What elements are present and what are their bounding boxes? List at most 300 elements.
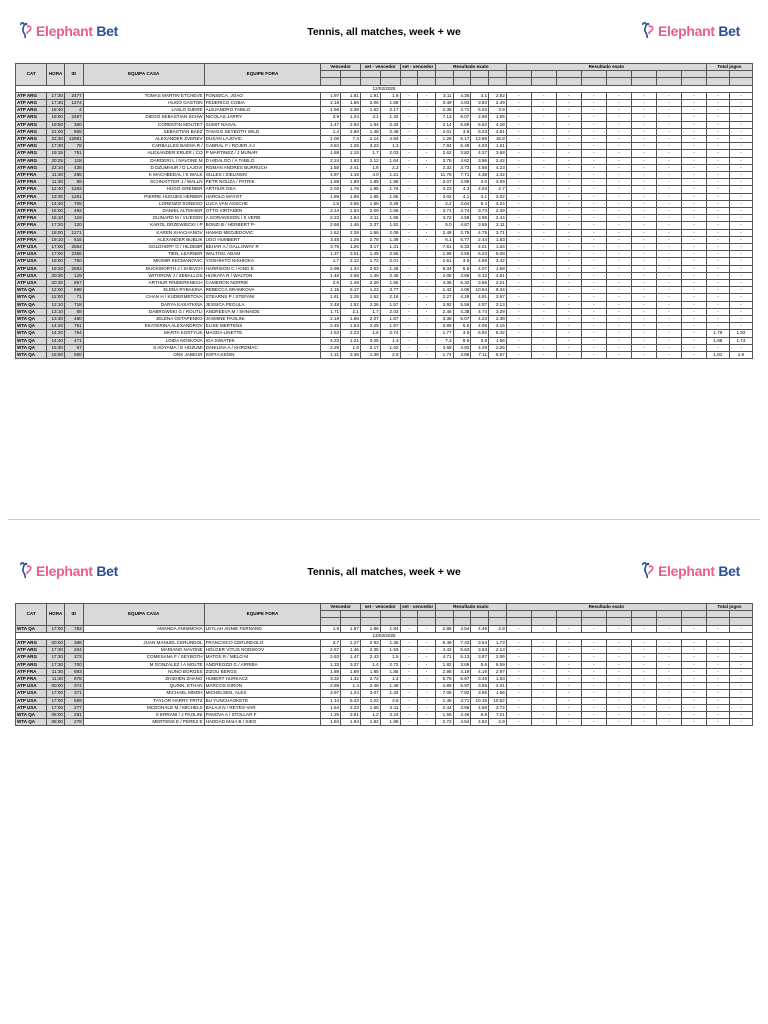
cell-value: -	[556, 92, 581, 99]
cell-hora: 19:00	[47, 258, 65, 265]
cell-value: -	[506, 344, 531, 351]
cell-value: -	[556, 676, 581, 683]
cell-value: -	[656, 316, 681, 323]
cell-value: -	[556, 719, 581, 726]
cell-id: 281	[64, 712, 83, 719]
cell-hora: 22:30	[47, 136, 65, 143]
cell-value: -	[531, 215, 556, 222]
cell-value: -	[581, 99, 606, 106]
cell-res-2: 3.73	[453, 164, 471, 171]
cell-value: -	[706, 179, 729, 186]
cell-hora: 17:30	[47, 143, 65, 150]
date-separator: 13/02/2025	[16, 632, 753, 639]
cell-value: -	[656, 107, 681, 114]
cell-value: -	[681, 186, 706, 193]
cell-set2-1: -	[400, 704, 418, 711]
cell-res-3: 4.74	[471, 308, 489, 315]
cell-vencedor-2: 1.27	[341, 639, 361, 646]
cell-equipa-casa: KAROL DRZEWIECKI / P	[83, 222, 204, 229]
cell-vencedor-2: 1.94	[341, 719, 361, 726]
cell-vencedor-2: 1.48	[341, 280, 361, 287]
cell-set2-1: -	[400, 661, 418, 668]
cell-value: -	[706, 92, 729, 99]
cell-value: -	[606, 294, 631, 301]
table-row	[16, 330, 753, 337]
cell-value: -	[531, 323, 556, 330]
header-subcell	[631, 78, 656, 85]
cell-value: -	[531, 265, 556, 272]
logo-word-1: Elephant	[658, 563, 715, 579]
cell-value: -	[531, 719, 556, 726]
cell-value: -	[729, 215, 752, 222]
cell-vencedor-2: 5.43	[341, 697, 361, 704]
table-row	[16, 164, 753, 171]
cell-vencedor-1: 1.84	[321, 719, 341, 726]
cell-value: -	[556, 143, 581, 150]
cell-cat: ATP ARG	[16, 107, 47, 114]
cell-set-2: 1.32	[380, 114, 400, 121]
cell-value: -	[506, 121, 531, 128]
cell-value: -	[656, 308, 681, 315]
header-subcell	[656, 78, 681, 85]
header-subcell	[631, 611, 656, 618]
cell-set-2: 1.85	[380, 193, 400, 200]
cell-value: -	[556, 316, 581, 323]
cell-value: -	[556, 337, 581, 344]
cell-id: 119	[64, 215, 83, 222]
cell-res-1: 1.95	[435, 251, 453, 258]
cell-cat: ATP ARG	[16, 150, 47, 157]
cell-value: -	[729, 157, 752, 164]
cell-set-2: 1.86	[380, 179, 400, 186]
cell-res-1: 1.42	[435, 287, 453, 294]
cell-value: -	[656, 172, 681, 179]
cell-value: -	[729, 172, 752, 179]
cell-value: -	[706, 647, 729, 654]
cell-res-4: 2.26	[489, 344, 507, 351]
cell-cat: ATP FRA	[16, 215, 47, 222]
cell-equipa-casa: DARDERI L / NAVONE M	[83, 157, 204, 164]
cell-res-2: 6.67	[453, 676, 471, 683]
cell-vencedor-2: 1.29	[341, 236, 361, 243]
cell-res-2: 4.19	[453, 668, 471, 675]
table-row	[16, 719, 753, 726]
cell-value: -	[581, 236, 606, 243]
cell-vencedor-2: 3.36	[341, 352, 361, 359]
cell-id: 1263	[64, 186, 83, 193]
cell-set2-2: -	[418, 200, 436, 207]
cell-value: -	[681, 330, 706, 337]
cell-value: -	[531, 150, 556, 157]
cell-value: -	[631, 186, 656, 193]
cell-res-4: 1.56	[489, 337, 507, 344]
cell-set-2: 1.89	[380, 719, 400, 726]
header-subcell	[489, 78, 507, 85]
cell-value: -	[631, 172, 656, 179]
cell-value: -	[531, 294, 556, 301]
cell-res-4: 6.59	[489, 661, 507, 668]
cell-equipa-casa: DANIEL ALTMAIER	[83, 208, 204, 215]
cell-cat: ATP USA	[16, 690, 47, 697]
cell-value: -	[706, 294, 729, 301]
cell-res-2: 4.92	[453, 344, 471, 351]
cell-value: -	[631, 208, 656, 215]
cell-value: -	[556, 200, 581, 207]
header-subcell	[656, 611, 681, 618]
cell-equipe-fora: JESSICA PEGULA	[204, 301, 321, 308]
cell-res-1: 1.74	[435, 352, 453, 359]
cell-res-2: 3.71	[453, 107, 471, 114]
cell-equipa-casa: LASLO DJERE	[83, 107, 204, 114]
cell-value: -	[656, 330, 681, 337]
table-row	[16, 661, 753, 668]
cell-value: -	[506, 222, 531, 229]
cell-value: -	[506, 265, 531, 272]
cell-vencedor-1: 1.97	[321, 92, 341, 99]
cell-vencedor-2: 2.12	[341, 258, 361, 265]
cell-id: 1274	[64, 99, 83, 106]
cell-value: -	[631, 280, 656, 287]
cell-res-1: 3.89	[435, 323, 453, 330]
cell-set2-1: -	[400, 712, 418, 719]
cell-vencedor-2: 1.63	[341, 208, 361, 215]
cell-value: -	[606, 280, 631, 287]
cell-value: -	[581, 323, 606, 330]
cell-value: -	[606, 107, 631, 114]
cell-id: 2356	[64, 251, 83, 258]
cell-value: -	[556, 186, 581, 193]
cell-equipa-casa: S ERRANI / J PAOLINI	[83, 712, 204, 719]
cell-value: -	[656, 704, 681, 711]
cell-value: -	[706, 251, 729, 258]
cell-res-4: 4.24	[489, 200, 507, 207]
cell-vencedor-1: 2.18	[321, 99, 341, 106]
header-subcell	[453, 618, 471, 625]
cell-res-2: 7.92	[453, 690, 471, 697]
cell-equipe-fora: CAMERON NORRIE	[204, 280, 321, 287]
elephant-bet-logo-right	[640, 20, 740, 42]
cell-res-4: 2.15	[489, 323, 507, 330]
cell-vencedor-2: 1.34	[341, 265, 361, 272]
cell-equipe-fora: LUCA VAN ASSCHE	[204, 200, 321, 207]
cell-value: -	[656, 337, 681, 344]
cell-res-4: 2.21	[489, 280, 507, 287]
table-row	[16, 323, 753, 330]
col-resultado-exato-2: Resultado exato	[506, 64, 706, 71]
cell-value: -	[506, 157, 531, 164]
cell-cat: ATP USA	[16, 280, 47, 287]
cell-value: -	[681, 107, 706, 114]
cell-vencedor-1: 1.88	[321, 179, 341, 186]
cell-vencedor-1: 1.25	[321, 712, 341, 719]
cell-value: -	[656, 639, 681, 646]
cell-value: -	[606, 661, 631, 668]
cell-set-1: 2.29	[360, 280, 380, 287]
cell-value: -	[681, 647, 706, 654]
cell-value: -	[581, 200, 606, 207]
cell-set2-2: -	[418, 164, 436, 171]
cell-value: -	[631, 92, 656, 99]
cell-hora: 17:30	[47, 654, 65, 661]
cell-res-4: 3.29	[489, 308, 507, 315]
cell-value: -	[729, 99, 752, 106]
table-row	[16, 229, 753, 236]
cell-value: -	[606, 712, 631, 719]
cell-value: -	[706, 150, 729, 157]
logo-word-2: Bet	[96, 23, 118, 39]
cell-id: 1251	[64, 193, 83, 200]
cell-res-1: 4.35	[435, 280, 453, 287]
cell-res-4: 1.73	[489, 639, 507, 646]
cell-value: -	[556, 712, 581, 719]
cell-value: -	[681, 654, 706, 661]
cell-res-3: 6.8	[471, 712, 489, 719]
cell-value: -	[506, 337, 531, 344]
cell-equipa-casa: ZHIZHEN ZHANG	[83, 676, 204, 683]
cell-set2-2: -	[418, 294, 436, 301]
cell-value: -	[556, 654, 581, 661]
cell-res-2: 4.29	[453, 294, 471, 301]
col-set-vencedor-2: set - vencedor	[400, 604, 435, 611]
cell-res-3: 10.64	[471, 287, 489, 294]
cell-res-4: 2.8	[489, 625, 507, 632]
cell-cat: ATP FRA	[16, 172, 47, 179]
cell-res-1: 3.07	[435, 179, 453, 186]
cell-hora: 17:00	[47, 251, 65, 258]
cell-equipe-fora: PETR NOUZA / PATRIK	[204, 179, 321, 186]
cell-value: -	[656, 323, 681, 330]
cell-value: -	[506, 294, 531, 301]
cell-set2-1: -	[400, 136, 418, 143]
cell-value: -	[631, 683, 656, 690]
elephant-logo-icon	[640, 21, 656, 41]
cell-value: -	[631, 157, 656, 164]
cell-value: -	[606, 99, 631, 106]
cell-value: -	[681, 683, 706, 690]
cell-set2-2: -	[418, 719, 436, 726]
cell-id: 700	[64, 661, 83, 668]
header-subcell	[581, 78, 606, 85]
cell-res-1: 4.71	[435, 654, 453, 661]
cell-value: -	[656, 236, 681, 243]
cell-value: -	[531, 200, 556, 207]
cell-value: -	[556, 258, 581, 265]
cell-set2-1: -	[400, 157, 418, 164]
cell-value: -	[729, 265, 752, 272]
cell-value: -	[531, 676, 556, 683]
cell-vencedor-1: 1.55	[321, 164, 341, 171]
cell-res-3: 5.02	[471, 107, 489, 114]
cell-id: 783	[64, 625, 83, 632]
table-row	[16, 668, 753, 675]
cell-value: -	[581, 229, 606, 236]
cell-set2-2: -	[418, 316, 436, 323]
cell-res-2: 6.17	[453, 136, 471, 143]
cell-res-3: 2.44	[471, 236, 489, 243]
cell-value: -	[531, 301, 556, 308]
header-subcell	[471, 611, 489, 618]
cell-res-2: 5.69	[453, 121, 471, 128]
cell-value: -	[631, 690, 656, 697]
header-subcell	[706, 618, 729, 625]
cell-set-2: 2.55	[380, 251, 400, 258]
cell-equipa-casa: ALEXANDER ZVEREV	[83, 136, 204, 143]
cell-value: -	[606, 287, 631, 294]
cell-value: -	[556, 697, 581, 704]
cell-value: -	[706, 121, 729, 128]
cell-value: -	[556, 344, 581, 351]
cell-cat: ATP ARG	[16, 157, 47, 164]
header-subcell	[453, 71, 471, 78]
cell-vencedor-2: 2.1	[341, 308, 361, 315]
cell-vencedor-1: 2.45	[321, 323, 341, 330]
cell-set-1: 1.85	[360, 668, 380, 675]
cell-set-1: 2.72	[360, 676, 380, 683]
cell-value: -	[606, 251, 631, 258]
cell-set-2: 2.28	[380, 200, 400, 207]
cell-set-2: 1.67	[380, 316, 400, 323]
header-subcell	[418, 78, 436, 85]
cell-res-1: 4.42	[435, 647, 453, 654]
cell-cat: ATP FRA	[16, 236, 47, 243]
cell-value: -	[681, 236, 706, 243]
cell-hora: 14:40	[47, 200, 65, 207]
cell-value: -	[631, 625, 656, 632]
cell-hora: 19:15	[47, 150, 65, 157]
cell-res-3: 5.62	[471, 121, 489, 128]
cell-value: -	[581, 316, 606, 323]
cell-set2-1: -	[400, 697, 418, 704]
cell-id: 118	[64, 157, 83, 164]
cell-res-3: 3.73	[471, 208, 489, 215]
cell-value: -	[729, 164, 752, 171]
cell-value: -	[581, 186, 606, 193]
cell-set-1: 1.22	[360, 697, 380, 704]
cell-vencedor-1: 4.23	[321, 337, 341, 344]
cell-res-1: 2.44	[435, 704, 453, 711]
header-subcell	[400, 618, 418, 625]
cell-cat: ATP ARG	[16, 164, 47, 171]
cell-set-2: 2.33	[380, 121, 400, 128]
cell-res-4: 2.44	[489, 215, 507, 222]
cell-equipa-casa: DUCKWORTH J / SHEVCH	[83, 265, 204, 272]
cell-vencedor-1: 1.62	[321, 229, 341, 236]
header-subcell	[729, 618, 752, 625]
cell-set2-2: -	[418, 251, 436, 258]
col-id: ID	[64, 64, 83, 86]
cell-value: -	[656, 258, 681, 265]
cell-set-1: 1.7	[360, 150, 380, 157]
cell-equipa-casa: WITHROW J / ZEBALLOS	[83, 272, 204, 279]
cell-set2-2: -	[418, 330, 436, 337]
cell-value: -	[706, 654, 729, 661]
cell-value: -	[656, 92, 681, 99]
cell-value: -	[729, 625, 752, 632]
cell-value: -	[506, 258, 531, 265]
cell-value: -	[681, 301, 706, 308]
cell-cat: ATP ARG	[16, 647, 47, 654]
cell-value: -	[581, 683, 606, 690]
cell-set2-1: -	[400, 179, 418, 186]
header-subcell	[489, 618, 507, 625]
cell-set-1: 1.85	[360, 193, 380, 200]
cell-res-2: 4.06	[453, 287, 471, 294]
header-subcell	[418, 71, 436, 78]
cell-equipa-casa: LORENZO SONEGO	[83, 200, 204, 207]
cell-value: -	[581, 337, 606, 344]
cell-equipa-casa: SEBASTIAN BAEZ	[83, 128, 204, 135]
cell-value: -	[681, 308, 706, 315]
header-subcell	[706, 611, 729, 618]
cell-equipe-fora: WALTON, ADAM	[204, 251, 321, 258]
cell-value: -	[606, 179, 631, 186]
header-subcell	[321, 618, 341, 625]
cell-set-2: 3.8	[380, 697, 400, 704]
cell-value: -	[531, 308, 556, 315]
cell-hora: 08:00	[47, 712, 65, 719]
cell-value: -	[506, 697, 531, 704]
cell-set-1: 1.65	[360, 704, 380, 711]
cell-value: -	[581, 280, 606, 287]
page-divider	[8, 519, 760, 520]
cell-value: -	[531, 172, 556, 179]
header-subcell	[380, 618, 400, 625]
cell-equipa-casa: K MACHBEDAL / S WALK	[83, 172, 204, 179]
cell-set-1: 2.26	[360, 301, 380, 308]
cell-value: -	[631, 107, 656, 114]
cell-id: 515	[64, 236, 83, 243]
cell-hora: 17:00	[47, 625, 65, 632]
cell-id: 373	[64, 654, 83, 661]
cell-value: -	[681, 179, 706, 186]
table-row	[16, 215, 753, 222]
cell-equipa-casa: M GONZALEZ / A MOLTE	[83, 661, 204, 668]
cell-res-3: 4.58	[471, 704, 489, 711]
header-subcell	[606, 618, 631, 625]
header-subcell	[681, 618, 706, 625]
cell-cat: ATP ARG	[16, 114, 47, 121]
cell-res-1: 2.01	[435, 128, 453, 135]
cell-value: -	[631, 121, 656, 128]
cell-res-3: 5.6	[471, 661, 489, 668]
cell-vencedor-1: 3.97	[321, 690, 341, 697]
cell-res-3: 4.75	[471, 229, 489, 236]
cell-vencedor-1: 3.75	[321, 244, 341, 251]
cell-vencedor-1: 1.61	[321, 294, 341, 301]
cell-value: -	[681, 200, 706, 207]
cell-res-3: 4.1	[471, 92, 489, 99]
cell-res-3: 4.62	[471, 719, 489, 726]
cell-set-2: 1.62	[380, 344, 400, 351]
cell-vencedor-1: 2.89	[321, 683, 341, 690]
cell-equipa-casa: PIERRE HUGUES HERBER	[83, 193, 204, 200]
cell-value: -	[506, 280, 531, 287]
cell-value: -	[631, 200, 656, 207]
cell-res-4: 2.01	[489, 683, 507, 690]
cell-res-4: 3.42	[489, 258, 507, 265]
cell-set-1: 1.45	[360, 251, 380, 258]
cell-value: -	[631, 654, 656, 661]
cell-set-1: 1.56	[360, 200, 380, 207]
cell-set2-1: -	[400, 690, 418, 697]
cell-vencedor-1: 2.48	[321, 301, 341, 308]
cell-value: -	[656, 280, 681, 287]
cell-value: -	[531, 668, 556, 675]
cell-vencedor-2: 7.4	[341, 136, 361, 143]
header-subcell	[435, 618, 453, 625]
cell-value: -	[581, 344, 606, 351]
cell-equipe-fora: BEHAR A / GALLOWAY R	[204, 244, 321, 251]
